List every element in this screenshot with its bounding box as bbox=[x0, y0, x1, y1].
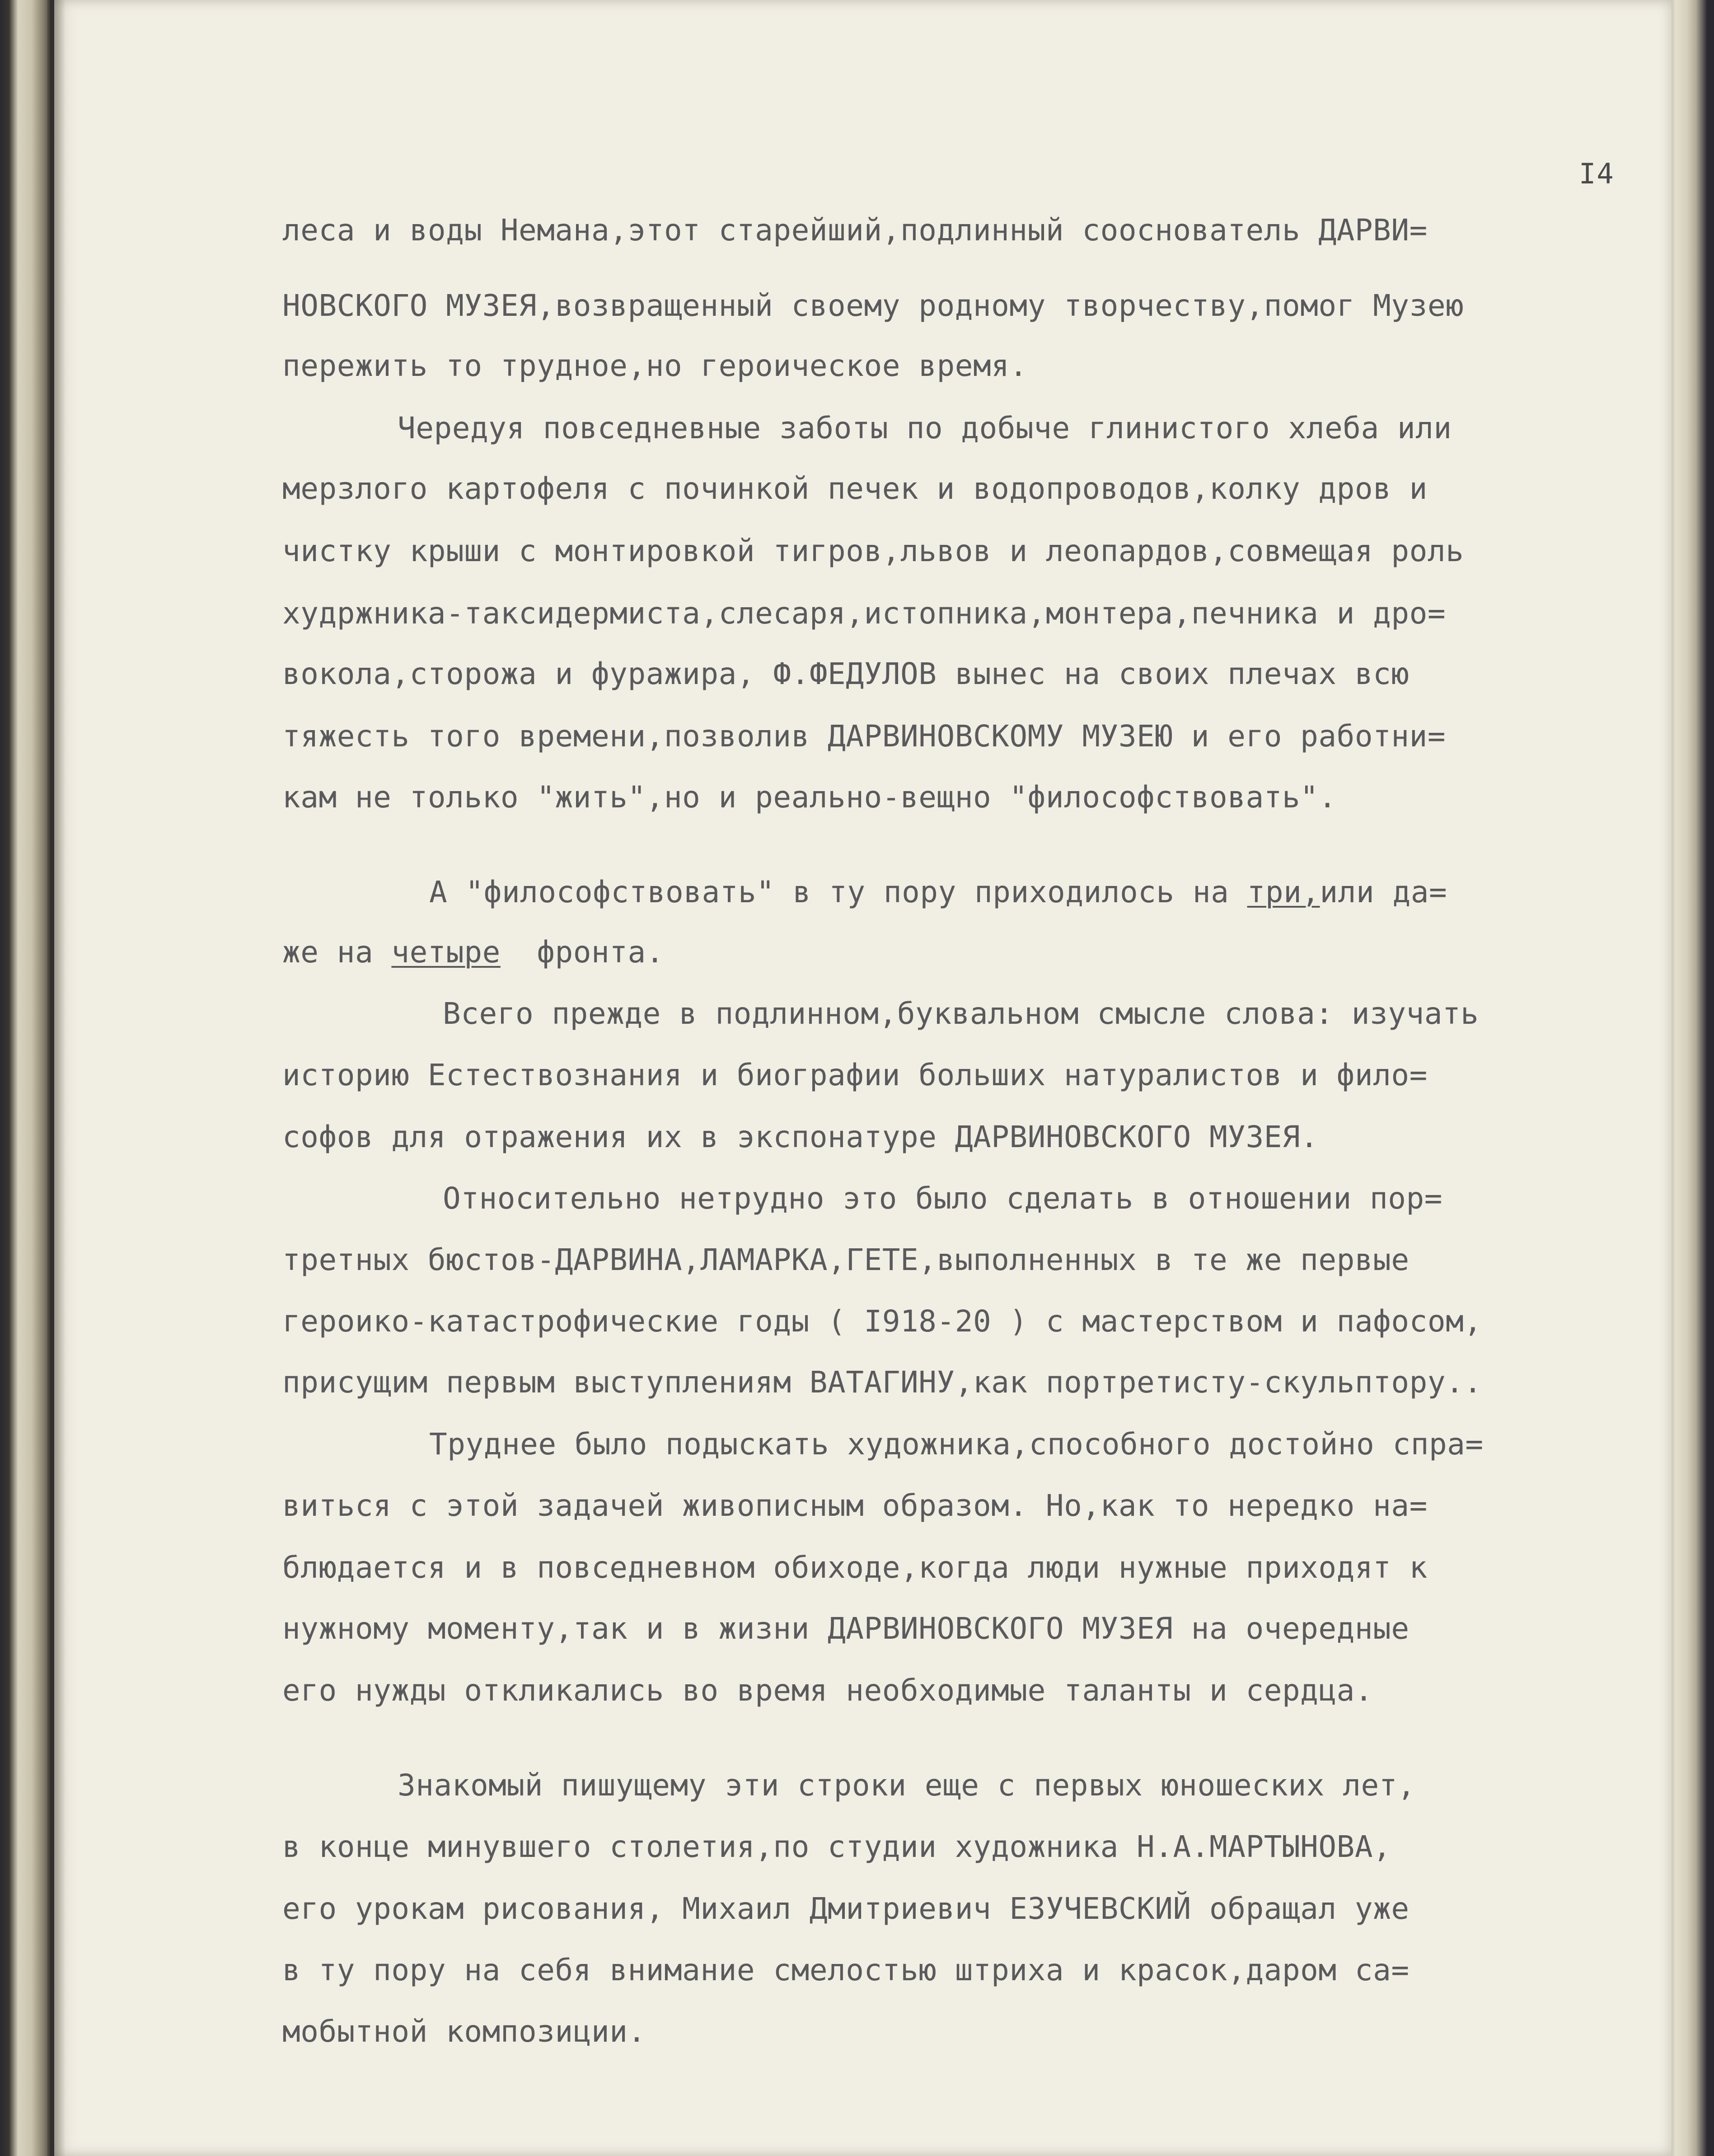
text-line: кам не только "жить",но и реально-вещно "философствовать". bbox=[282, 780, 1337, 815]
text-line: его урокам рисования, Михаил Дмитриевич ЕЗУЧЕВСКИЙ обращал уже bbox=[282, 1891, 1410, 1926]
page-gutter-shadow bbox=[47, 0, 66, 2156]
text-line: НОВСКОГО МУЗЕЯ,возвращенный своему родному творчеству,помог Музею bbox=[282, 288, 1464, 323]
text-line: виться с этой задачей живописным образом. Но,как то нередко на= bbox=[282, 1488, 1428, 1523]
text-line: присущим первым выступлениям ВАТАГИНУ,как портретисту-скульптору.. bbox=[282, 1365, 1482, 1400]
text-line: мобытной композиции. bbox=[282, 2014, 646, 2049]
text-line: софов для отражения их в экспонатуре ДАРВИНОВСКОГО МУЗЕЯ. bbox=[282, 1120, 1319, 1154]
text-line: вокола,сторожа и фуражира, Ф.ФЕДУЛОВ вынес на своих плечах всю bbox=[282, 656, 1410, 691]
text-line: его нужды откликались во время необходимые таланты и сердца. bbox=[282, 1673, 1373, 1708]
text-line: Знакомый пишущему эти строки еще с первых юношеских лет, bbox=[398, 1768, 1416, 1803]
underlined-word: три, bbox=[1247, 875, 1320, 909]
text-line: историю Естествознания и биографии больших натуралистов и фило= bbox=[282, 1058, 1428, 1092]
text-line: героико-катастрофические годы ( I918-20 ) с мастерством и пафосом, bbox=[282, 1304, 1482, 1339]
text-line: блюдается и в повседневном обиходе,когда люди нужные приходят к bbox=[282, 1550, 1428, 1585]
text-line: А "философствовать" в ту пору приходилось на три,или да= bbox=[429, 875, 1447, 909]
text-line: худржника-таксидермиста,слесаря,истопника,монтера,печника и дро= bbox=[282, 596, 1446, 631]
text-line: же на четыре фронта. bbox=[282, 935, 664, 970]
book-binding bbox=[0, 0, 50, 2156]
text-line: нужному моменту,так и в жизни ДАРВИНОВСКОГО МУЗЕЯ на очередные bbox=[282, 1611, 1410, 1646]
text-line: чистку крыши с монтировкой тигров,львов и леопардов,совмещая роль bbox=[282, 534, 1464, 568]
text-line: Всего прежде в подлинном,буквальном смысле слова: изучать bbox=[443, 996, 1479, 1031]
text-line: Чередуя повседневные заботы по добыче глинистого хлеба или bbox=[398, 411, 1452, 445]
page-number: I4 bbox=[1579, 157, 1615, 190]
text-line: пережить то трудное,но героическое время. bbox=[282, 348, 1028, 383]
text-line: в ту пору на себя внимание смелостью штриха и красок,даром са= bbox=[282, 1953, 1410, 1987]
text-line: мерзлого картофеля с починкой печек и водопроводов,колку дров и bbox=[282, 471, 1428, 506]
text-line: третных бюстов-ДАРВИНА,ЛАМАРКА,ГЕТЕ,выполненных в те же первые bbox=[282, 1242, 1410, 1277]
text-line: Труднее было подыскать художника,способного достойно спра= bbox=[429, 1427, 1484, 1462]
text-line: Относительно нетрудно это было сделать в отношении пор= bbox=[443, 1181, 1442, 1216]
document-page bbox=[54, 0, 1672, 2156]
text-line: леса и воды Немана,этот старейший,подлинный сооснователь ДАРВИ= bbox=[282, 213, 1428, 248]
text-line: в конце минувшего столетия,по студии художника Н.А.МАРТЫНОВА, bbox=[282, 1829, 1391, 1864]
underlined-word: четыре bbox=[391, 935, 501, 970]
text-line: тяжесть того времени,позволив ДАРВИНОВСКОМУ МУЗЕЮ и его работни= bbox=[282, 719, 1446, 754]
